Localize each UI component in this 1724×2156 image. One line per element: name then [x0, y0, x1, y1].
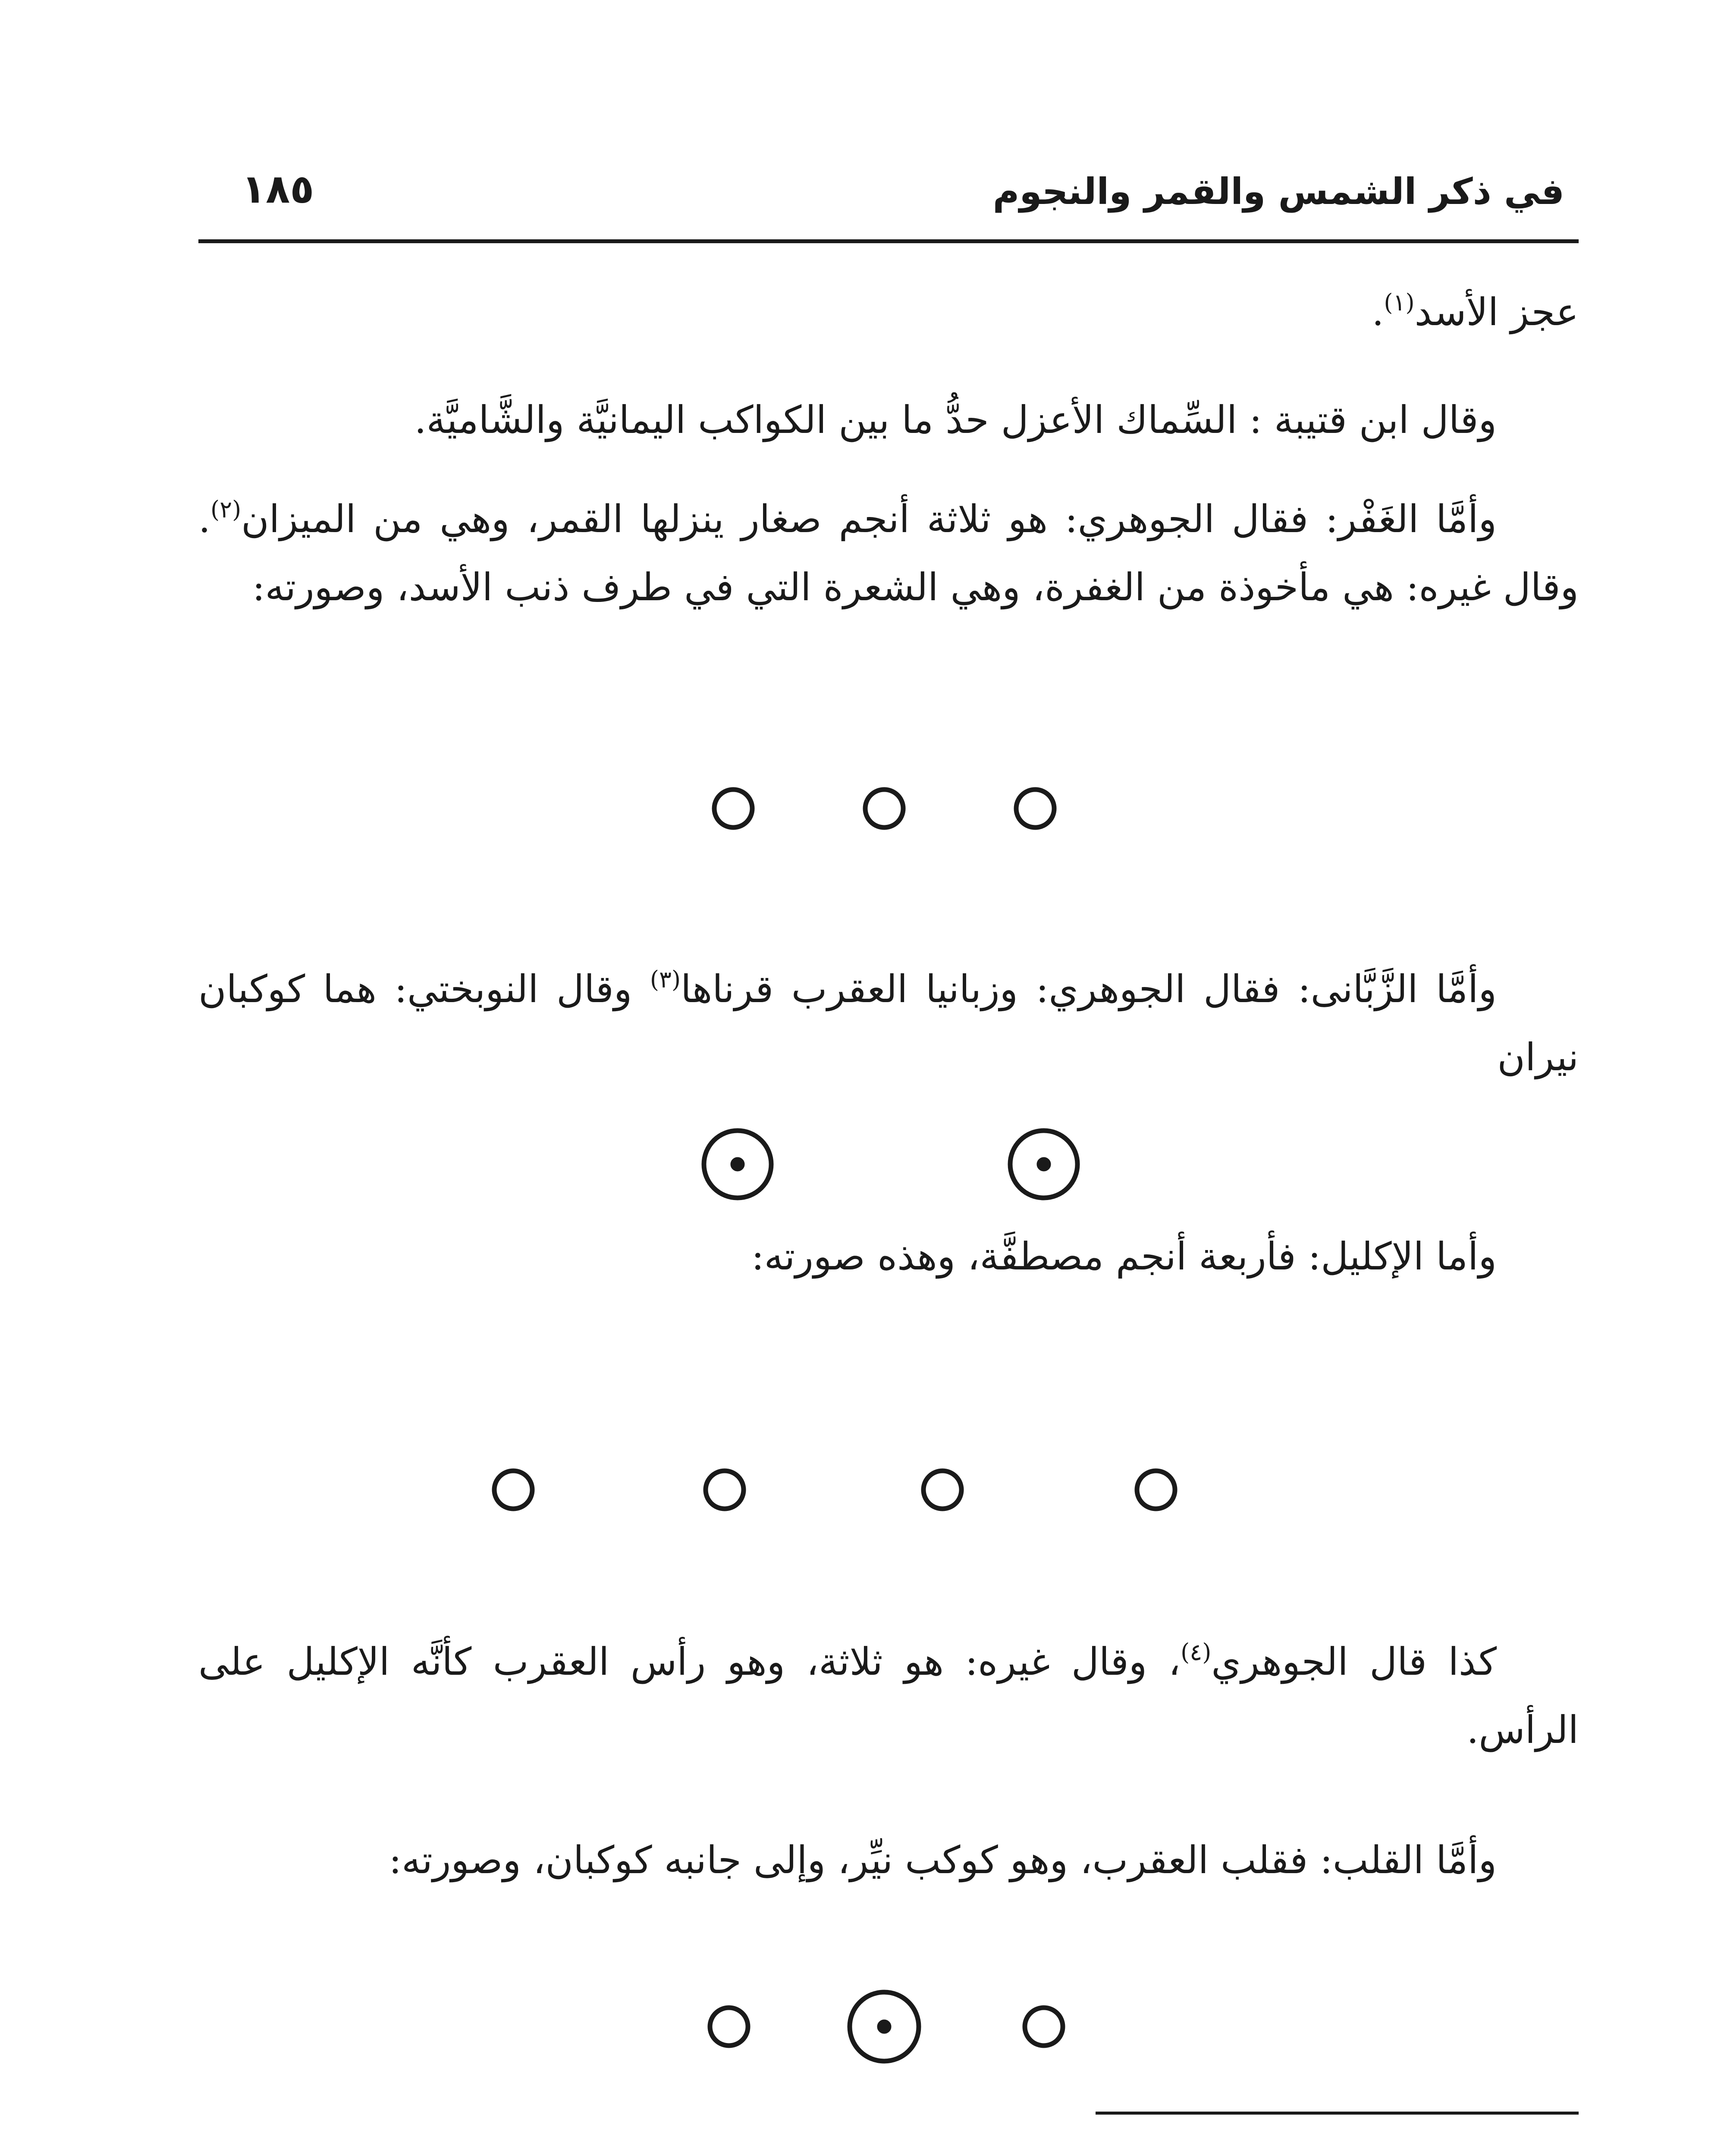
footnote-ref: (٤): [1181, 1639, 1212, 1666]
star-icon: [865, 790, 903, 827]
paragraph-tail: .: [1372, 290, 1384, 334]
paragraph-zubana: [198, 955, 1579, 1091]
star-icon: [706, 1471, 744, 1509]
paragraph-text: وأمَّا الزَّبَّانى: فقال الجوهري: وزبانيا العقرب قرناها: [681, 967, 1497, 1011]
paragraph-iklil: [198, 1222, 1579, 1291]
star-icon: [923, 1471, 961, 1509]
page-number: ١٨٥: [242, 166, 314, 212]
paragraph-text: وأمَّا القلب: فقلب العقرب، وهو كوكب نيِّر، وإلى جانبه كوكبان، وصورته:: [389, 1838, 1497, 1882]
paragraph-jawhari: [198, 1628, 1579, 1764]
paragraph-qalb: [198, 1826, 1579, 1894]
star-icon: [1025, 2008, 1063, 2046]
star-figure-qalb: [690, 1984, 1078, 2070]
paragraph-ghafr: [198, 485, 1579, 621]
footnote-ref: (٣): [650, 966, 681, 993]
bright-star-icon: [850, 1992, 919, 2061]
star-figure-zubana: [669, 1121, 1121, 1207]
star-icon: [714, 790, 752, 827]
paragraph-text: عجز الأسد: [1414, 290, 1579, 334]
footnote-ref: (١): [1384, 289, 1415, 316]
paragraph-tail: ، وقال غيره: هو ثلاثة، وهو رأس العقرب كأنَّه الإكليل على الرأس.: [198, 1639, 1579, 1752]
star-icon: [1137, 1471, 1175, 1509]
star-icon: [710, 2008, 748, 2046]
footnote-rule: [1096, 2112, 1579, 2115]
running-header-title: في ذكر الشمس والقمر والنجوم: [992, 170, 1564, 213]
footnote-ref: (٢): [210, 496, 242, 523]
paragraph-tail: . وقال غيره: هي مأخوذة من الغفرة، وهي الشعرة التي في طرف ذنب الأسد، وصورته:: [198, 497, 1579, 609]
paragraph-text: وأما الإكليل: فأربعة أنجم مصطفَّة، وهذه صورته:: [751, 1234, 1497, 1279]
paragraph-ibn-qutayba: [198, 386, 1579, 454]
paragraph-text: كذا قال الجوهري: [1211, 1639, 1497, 1684]
bright-star-icon: [704, 1131, 771, 1198]
header-rule: [198, 239, 1579, 243]
footnote-1: [1288, 2152, 1579, 2156]
star-figure-iklil: [466, 1457, 1199, 1522]
star-icon: [494, 1471, 532, 1509]
star-icon: [1016, 790, 1054, 827]
paragraph-text: وأمَّا الغَفْر: فقال الجوهري: هو ثلاثة أنجم صغار ينزلها القمر، وهي من الميزان: [241, 497, 1497, 541]
paragraph-text: وقال ابن قتيبة : السِّماك الأعزل حدُّ ما بين الكواكب اليمانيَّة والشَّاميَّة.: [414, 398, 1497, 442]
bright-star-icon: [1010, 1131, 1077, 1198]
paragraph-tail: وقال النوبختي: هما كوكبان نيران: [198, 967, 1579, 1079]
paragraph-asad: [198, 278, 1579, 346]
star-figure-ghafr: [690, 776, 1078, 841]
